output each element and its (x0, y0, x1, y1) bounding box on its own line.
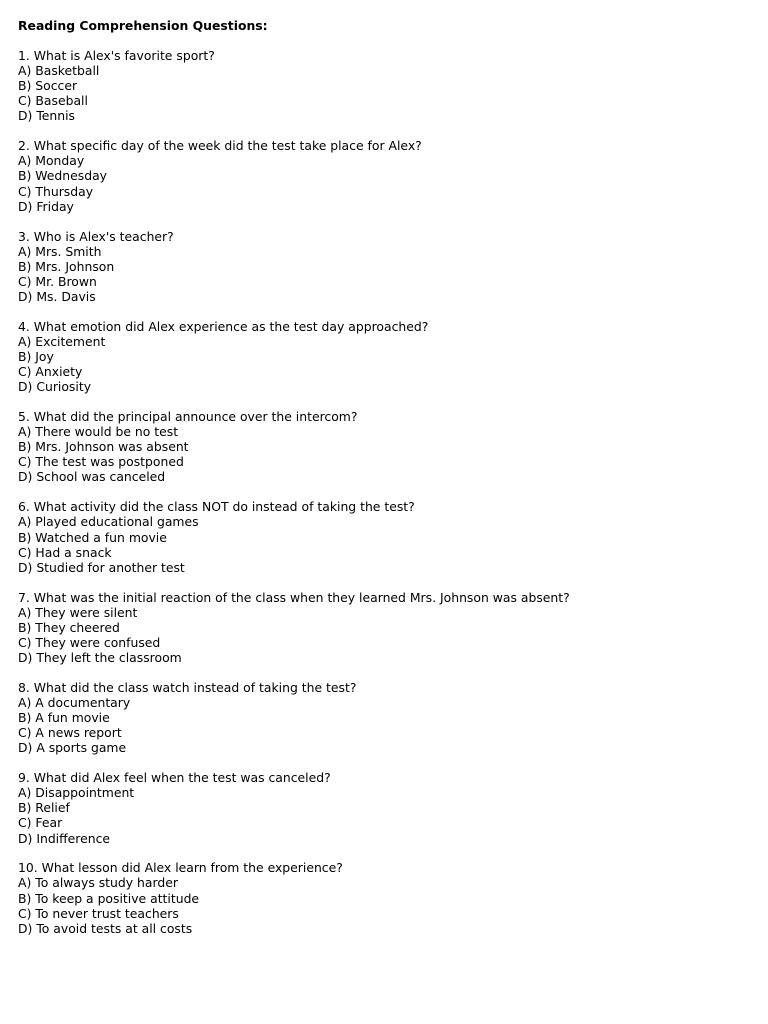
answer-option: B) Relief (18, 800, 70, 816)
answer-option: B) Soccer (18, 78, 78, 94)
answer-option: D) A sports game (18, 740, 127, 756)
answer-option: B) They cheered (18, 619, 120, 635)
document-page (18, 18, 758, 951)
answer-option: D) Curiosity (18, 379, 92, 395)
answer-option: C) Fear (18, 815, 63, 831)
answer-option: A) A documentary (18, 694, 131, 710)
answer-option: A) Basketball (18, 63, 100, 79)
question-list (18, 48, 758, 936)
answer-option: A) Monday (18, 153, 85, 169)
question-text: 5. What did the principal announce over the intercom? (18, 409, 358, 425)
answer-option: D) They left the classroom (18, 649, 182, 665)
answer-option: C) Anxiety (18, 364, 83, 380)
answer-option: A) Mrs. Smith (18, 243, 102, 259)
answer-option: A) Disappointment (18, 785, 135, 801)
answer-option: C) To never trust teachers (18, 905, 179, 921)
page-title: Reading Comprehension Questions: (18, 18, 268, 33)
question-text: 1. What is Alex's favorite sport? (18, 48, 215, 63)
question-block (18, 409, 758, 484)
question-block (18, 499, 758, 574)
answer-option: A) Excitement (18, 333, 106, 349)
answer-option: A) To always study harder (18, 875, 178, 891)
answer-option: A) There would be no test (18, 424, 179, 440)
question-text: 9. What did Alex feel when the test was canceled? (18, 770, 331, 786)
answer-option: D) Indifference (18, 830, 111, 846)
question-text: 4. What emotion did Alex experience as the test day approached? (18, 318, 429, 334)
answer-option: C) The test was postponed (18, 454, 184, 470)
answer-option: D) Ms. Davis (18, 288, 96, 304)
answer-option: B) Watched a fun movie (18, 529, 167, 545)
question-text: 3. Who is Alex's teacher? (18, 228, 174, 244)
answer-option: C) A news report (18, 725, 122, 741)
answer-option: D) Tennis (18, 108, 76, 124)
question-block (18, 770, 758, 845)
answer-option: A) They were silent (18, 604, 138, 620)
answer-option: B) Mrs. Johnson (18, 258, 115, 274)
answer-option: C) Thursday (18, 183, 94, 199)
question-block (18, 48, 758, 123)
question-block (18, 590, 758, 665)
answer-option: D) Friday (18, 198, 74, 214)
answer-option: D) To avoid tests at all costs (18, 920, 193, 936)
answer-option: C) Mr. Brown (18, 273, 97, 289)
question-block (18, 319, 758, 394)
answer-option: C) Had a snack (18, 544, 112, 560)
question-text: 7. What was the initial reaction of the class when they learned Mrs. Johnson was absent? (18, 589, 570, 605)
answer-option: C) Baseball (18, 93, 88, 109)
question-text: 8. What did the class watch instead of taking the test? (18, 679, 357, 695)
question-block (18, 680, 758, 755)
answer-option: B) To keep a positive attitude (18, 890, 200, 906)
question-text: 6. What activity did the class NOT do instead of taking the test? (18, 499, 415, 515)
answer-option: B) Joy (18, 348, 54, 364)
question-text: 2. What specific day of the week did the test take place for Alex? (18, 138, 422, 154)
answer-option: A) Played educational games (18, 514, 199, 530)
question-block (18, 229, 758, 304)
question-text: 10. What lesson did Alex learn from the experience? (18, 860, 343, 876)
answer-option: B) A fun movie (18, 710, 110, 726)
answer-option: B) Mrs. Johnson was absent (18, 439, 189, 455)
answer-option: D) School was canceled (18, 469, 166, 485)
question-block (18, 138, 758, 213)
answer-option: C) They were confused (18, 634, 161, 650)
answer-option: B) Wednesday (18, 168, 108, 184)
question-block (18, 860, 758, 935)
answer-option: D) Studied for another test (18, 559, 185, 575)
